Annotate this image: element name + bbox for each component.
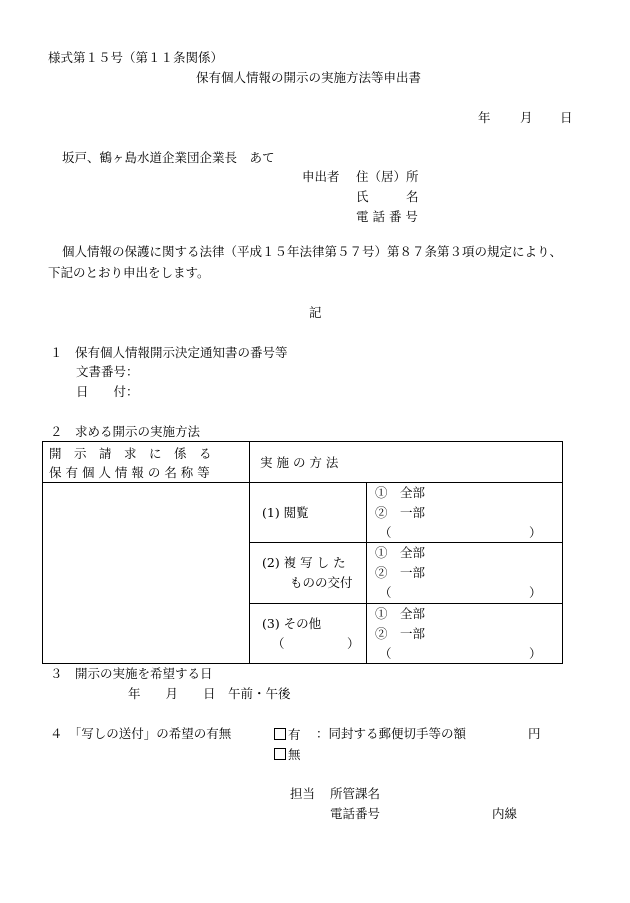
section3-date: 年 月 日 午前・午後 <box>128 686 291 701</box>
date-month: 月 <box>520 110 533 125</box>
contact-label: 担当 <box>290 786 316 801</box>
option-yes[interactable]: 有 <box>274 728 301 742</box>
applicant-name-label: 氏 名 <box>356 189 419 204</box>
option-part[interactable]: ② 一部 <box>375 565 426 581</box>
yen-label: 円 <box>528 726 541 741</box>
applicant-label: 申出者 <box>302 169 340 184</box>
option-part-detail[interactable]: （ ） <box>379 645 542 661</box>
section1-date: 日 付： <box>76 384 139 399</box>
ki-heading: 記 <box>309 305 322 320</box>
section4-heading: ４ 「写しの送付」の希望の有無 <box>50 726 232 741</box>
applicant-address-label: 住（居）所 <box>356 169 419 184</box>
info-name-input-cell[interactable] <box>43 483 250 664</box>
form-number: 様式第１５号（第１１条関係） <box>48 50 224 65</box>
option-all[interactable]: ① 全部 <box>375 605 426 621</box>
method-label-3: (3) その他 （ ） <box>250 603 367 663</box>
body-text-line1: 個人情報の保護に関する法律（平成１５年法律第５７号）第８７条第３項の規定により、 <box>62 244 563 259</box>
table-header-info-name: 開 示 請 求 に 係 る 保 有 個 人 情 報 の 名 称 等 <box>43 442 250 483</box>
date-year: 年 <box>478 110 491 125</box>
contact-ext: 内線 <box>492 806 518 821</box>
option-part-detail[interactable]: （ ） <box>379 585 542 601</box>
method-options-2[interactable] <box>367 543 563 603</box>
contact-dept: 所管課名 <box>330 786 381 801</box>
section1-doc-number: 文書番号： <box>76 364 139 379</box>
table-header-method: 実 施 の 方 法 <box>250 442 563 483</box>
date-day: 日 <box>560 110 573 125</box>
option-part-detail[interactable]: （ ） <box>379 525 542 540</box>
checkbox-no[interactable] <box>274 748 286 760</box>
option-all[interactable]: ① 全部 <box>375 485 426 500</box>
option-part[interactable]: ② 一部 <box>375 625 426 641</box>
applicant-phone-label: 電 話 番 号 <box>356 209 418 224</box>
section1-heading: １ 保有個人情報開示決定通知書の番号等 <box>50 345 288 360</box>
option-part[interactable]: ② 一部 <box>375 505 426 520</box>
checkbox-yes[interactable] <box>274 728 286 740</box>
method-options-1[interactable] <box>367 483 563 543</box>
section3-heading: ３ 開示の実施を希望する日 <box>50 666 213 681</box>
addressee: 坂戸、鶴ヶ島水道企業団企業長 あて <box>62 150 275 165</box>
body-text-line2: 下記のとおり申出をします。 <box>48 265 210 280</box>
stamp-amount-label: ：同封する郵便切手等の額 <box>316 726 467 741</box>
page-title: 保有個人情報の開示の実施方法等申出書 <box>196 70 422 85</box>
method-options-3[interactable] <box>367 603 563 663</box>
section2-heading: ２ 求める開示の実施方法 <box>50 424 201 439</box>
contact-phone: 電話番号 <box>330 806 381 821</box>
method-label-2: (2) 複 写 し た ものの交付 <box>250 543 367 603</box>
option-no[interactable]: 無 <box>274 748 301 762</box>
method-label-1: (1) 閲覧 <box>250 483 367 543</box>
option-all[interactable]: ① 全部 <box>375 545 426 561</box>
method-table <box>42 441 563 664</box>
